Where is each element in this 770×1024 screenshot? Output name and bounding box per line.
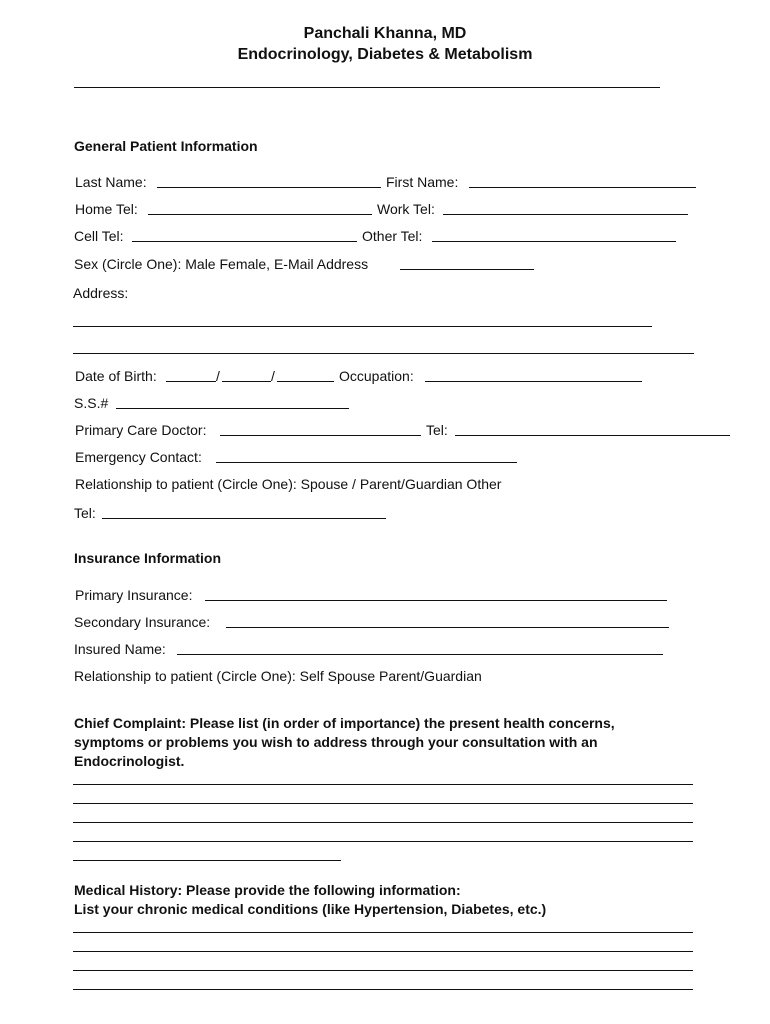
emergency-tel-field[interactable] (102, 518, 386, 519)
home-tel-field[interactable] (148, 214, 372, 215)
home-tel-label: Home Tel: (75, 201, 138, 217)
dob-month-field[interactable] (166, 381, 216, 382)
work-tel-field[interactable] (443, 214, 688, 215)
chronic-conditions-prompt: List your chronic medical conditions (like Hypertension, Diabetes, etc.) (74, 901, 547, 917)
work-tel-label: Work Tel: (377, 201, 435, 217)
pcp-tel-field[interactable] (455, 435, 730, 436)
emergency-contact-field[interactable] (216, 462, 517, 463)
dob-label: Date of Birth: (75, 368, 157, 384)
dob-separator: / (216, 368, 220, 384)
secondary-insurance-label: Secondary Insurance: (74, 614, 211, 630)
last-name-field[interactable] (157, 187, 381, 188)
insured-name-field[interactable] (177, 654, 663, 655)
address-line-1[interactable] (73, 326, 652, 327)
insurance-heading: Insurance Information (74, 550, 222, 566)
relationship-label: Relationship to patient (Circle One): Spouse / Parent/Guardian Other (75, 476, 502, 492)
specialty-title: Endocrinology, Diabetes & Metabolism (237, 46, 533, 63)
complaint-line[interactable] (73, 860, 341, 861)
occupation-field[interactable] (425, 381, 642, 382)
complaint-line[interactable] (73, 803, 693, 804)
insurance-relationship-label: Relationship to patient (Circle One): Self Spouse Parent/Guardian (74, 668, 482, 684)
first-name-label: First Name: (386, 174, 459, 190)
medical-history-heading: Medical History: Please provide the following information: (74, 882, 461, 898)
header-rule (74, 87, 660, 88)
email-field[interactable] (400, 269, 534, 270)
first-name-field[interactable] (469, 187, 696, 188)
secondary-insurance-field[interactable] (226, 627, 669, 628)
dob-separator: / (271, 368, 275, 384)
primary-insurance-label: Primary Insurance: (75, 587, 193, 603)
address-label: Address: (73, 285, 129, 301)
sex-email-label: Sex (Circle One): Male Female, E-Mail Address (74, 256, 369, 272)
other-tel-field[interactable] (432, 241, 676, 242)
general-info-heading: General Patient Information (74, 138, 258, 154)
address-line-2[interactable] (73, 353, 694, 354)
occupation-label: Occupation: (339, 368, 414, 384)
emergency-tel-label: Tel: (74, 505, 96, 521)
emergency-contact-label: Emergency Contact: (75, 449, 202, 465)
cell-tel-label: Cell Tel: (74, 228, 124, 244)
primary-care-field[interactable] (220, 435, 421, 436)
insured-name-label: Insured Name: (74, 641, 166, 657)
complaint-line[interactable] (73, 784, 693, 785)
dob-year-field[interactable] (277, 381, 334, 382)
dob-day-field[interactable] (222, 381, 271, 382)
ss-label: S.S.# (74, 395, 109, 411)
complaint-line[interactable] (73, 822, 693, 823)
primary-insurance-field[interactable] (205, 600, 667, 601)
cell-tel-field[interactable] (132, 241, 357, 242)
other-tel-label: Other Tel: (362, 228, 423, 244)
last-name-label: Last Name: (75, 174, 147, 190)
history-line[interactable] (73, 932, 693, 933)
primary-care-label: Primary Care Doctor: (75, 422, 207, 438)
chief-complaint-text: Chief Complaint: Please list (in order of importance) the present health concerns, symptoms or problems you wish to address through your consultation with an Endocrinologist. (74, 715, 615, 769)
history-line[interactable] (73, 989, 693, 990)
history-line[interactable] (73, 970, 693, 971)
doctor-name: Panchali Khanna, MD (303, 25, 467, 42)
history-line[interactable] (73, 951, 693, 952)
pcp-tel-label: Tel: (426, 422, 448, 438)
ss-field[interactable] (116, 408, 349, 409)
complaint-line[interactable] (73, 841, 693, 842)
